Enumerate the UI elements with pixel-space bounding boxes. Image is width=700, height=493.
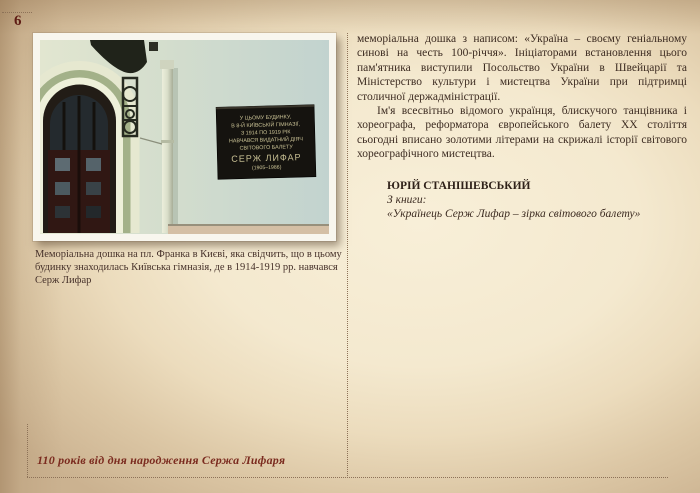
- footer-bottom-rule: [27, 477, 668, 478]
- plaque-dates-line: (1905–1986): [251, 164, 282, 172]
- article-paragraph: меморіальна дошка з написом: «Україна – своєму геніальному синові на честь 100-річчя». Ініціаторами встановлення цього пам'ятника виступили Посольство України в Швейцарії та Міністерство культури і мистецтва України при підтримці столичної держадміністрації.: [357, 33, 687, 103]
- plaque-line-2: В 8-Й КИЇВСЬКІЙ ГІМНАЗІЇ,: [231, 121, 300, 130]
- plaque-name-line: СЕРЖ ЛИФАР: [231, 152, 302, 164]
- source-label: З книги:: [387, 194, 427, 207]
- footer-series-title: 110 років від дня народження Сержа Лифаря: [37, 453, 286, 467]
- plaque-line-4: НАВЧАВСЯ ВИДАТНИЙ ДІЯЧ: [228, 136, 304, 145]
- author-name: ЮРІЙ СТАНІШЕВСЬКИЙ: [387, 179, 531, 192]
- photo-frame: [33, 33, 336, 241]
- page-number: 6: [14, 13, 22, 29]
- canopy-anchor: [149, 42, 158, 51]
- article-column: [357, 32, 687, 222]
- byline-block: [387, 179, 687, 222]
- plaque-line-3: З 1914 ПО 1919 РІК: [240, 129, 291, 137]
- photo-caption: Меморіальна дошка на пл. Франка в Києві, яка свідчить, що в цьому будинку знаходилась Київська гімназія, де в 1914-1919 рр. навчався Серж Лифар: [35, 249, 342, 286]
- door: [48, 150, 110, 233]
- ledge: [168, 226, 329, 234]
- plaque-line-1: У ЦЬОМУ БУДИНКУ,: [239, 114, 292, 122]
- column-divider: [347, 33, 348, 478]
- source-title: «Українець Серж Лифар – зірка світового балету»: [387, 208, 641, 221]
- plaque-line-5: СВІТОВОГО БАЛЕТУ: [239, 144, 293, 152]
- article-paragraph: Ім'я всесвітньо відомого українця, блискучого танцівника і хореографа, реформатора європейського балету ХХ століття сьогодні вписано золотими літерами на скрижалі історії світового хореографічного мистецтва.: [357, 105, 687, 161]
- ledge-shadow: [168, 224, 329, 226]
- memorial-plaque: [216, 105, 316, 180]
- memorial-plaque-photo: [40, 40, 329, 234]
- footer-corner-rule: [27, 424, 28, 477]
